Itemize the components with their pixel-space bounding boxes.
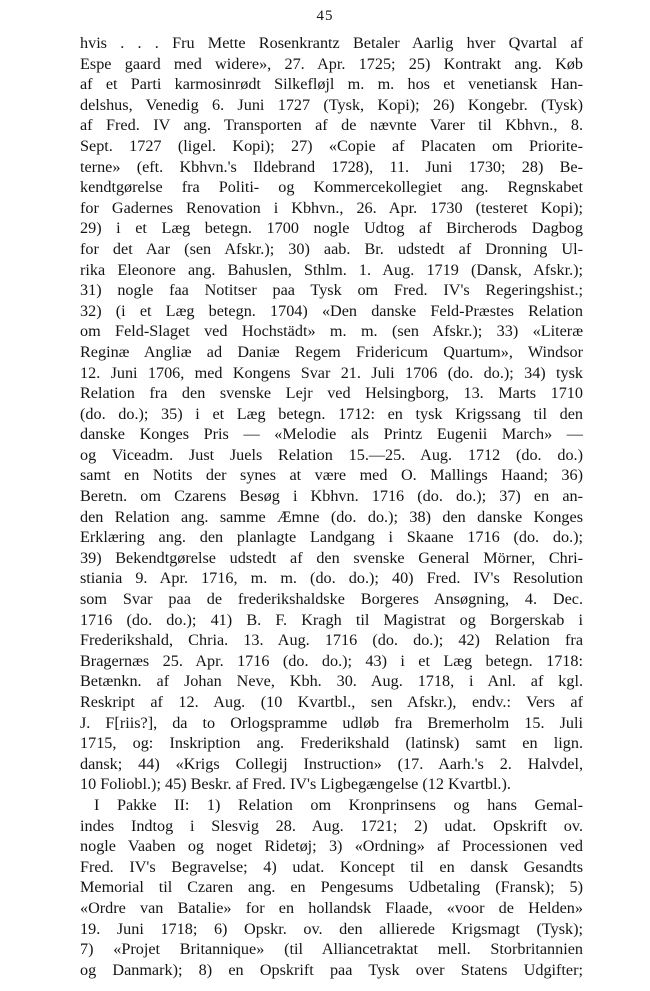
body-text (80, 33, 583, 980)
text-line: terne» (eft. Kbhvn.'s Ildebrand 1728), 11. Juni 1730; 28) Be- (80, 157, 583, 176)
text-line: hvis . . . Fru Mette Rosenkrantz Betaler Aarlig hver Qvartal af (80, 34, 583, 52)
text-line: delshus, Venedig 6. Juni 1727 (Tysk, Kopi); 26) Kongebr. (Tysk) (80, 95, 583, 114)
text-line: og Danmark); 8) en Opskrift paa Tysk over Statens Udgifter; (80, 960, 583, 979)
text-line: Espe gaard med widere», 27. Apr. 1725; 25) Kontrakt ang. Køb (80, 54, 583, 73)
text-line: nogle Vaaben og noget Ridetøj; 3) «Ordning» af Processionen ved (80, 837, 583, 856)
text-line: Beretn. om Czarens Besøg i Kbhvn. 1716 (do. do.); 37) en an- (80, 487, 583, 506)
text-line: rika Eleonore ang. Bahuslen, Sthlm. 1. Aug. 1719 (Dansk, Afskr.); (80, 260, 583, 279)
text-line: stiania 9. Apr. 1716, m. m. (do. do.); 40) Fred. IV's Resolution (80, 569, 583, 588)
text-line: om Feld-Slaget ved Hochstädt» m. m. (sen Afskr.); 33) «Literæ (80, 322, 583, 341)
text-line: Sept. 1727 (ligel. Kopi); 27) «Copie af Placaten om Priorite- (80, 136, 583, 155)
text-line: for Gadernes Renovation i Kbhvn., 26. Apr. 1730 (testeret Kopi); (80, 198, 583, 217)
text-line: J. F[riis?], da to Orlogspramme udløb fra Bremerholm 15. Juli (80, 713, 583, 732)
text-line: Frederikshald, Chria. 13. Aug. 1716 (do. do.); 42) Relation fra (80, 631, 583, 650)
text-line: 10 Foliobl.); 45) Beskr. af Fred. IV's Ligbegængelse (12 Kvartbl.). (80, 775, 511, 794)
text-line: som Svar paa de frederikshaldske Borgeres Ansøgning, 4. Dec. (80, 590, 583, 609)
text-line: 1716 (do. do.); 41) B. F. Kragh til Magistrat og Borgerskab i (80, 610, 583, 629)
text-line: af Fred. IV ang. Transporten af de nævnte Varer til Kbhvn., 8. (80, 116, 583, 135)
text-line: 32) (i et Læg betegn. 1704) «Den danske Feld-Præstes Relation (80, 301, 583, 320)
text-line: og Viceadm. Just Juels Relation 15.—25. Aug. 1712 (do. do.) (80, 445, 583, 464)
text-line: 19. Juni 1718; 6) Opskr. ov. den allierede Krigsmagt (Tysk); (80, 919, 583, 938)
text-line: «Ordre van Batalie» for en hollandsk Flaade, «voor de Helden» (80, 898, 583, 917)
text-line: 7) «Projet Britannique» (til Alliancetraktat mell. Storbritannien (80, 940, 583, 959)
text-line: Memorial til Czaren ang. en Pengesums Udbetaling (Fransk); 5) (80, 878, 583, 897)
text-line: 39) Bekendtgørelse udstedt af den svenske General Mörner, Chri- (80, 548, 583, 567)
text-line: I Pakke II: 1) Relation om Kronprinsens og hans Gemal- (94, 795, 583, 814)
text-line: Betænkn. af Johan Neve, Kbh. 30. Aug. 1718, i Anl. af kgl. (80, 672, 583, 691)
text-line: Erklæring ang. den planlagte Landgang i Skaane 1716 (do. do.); (80, 528, 583, 547)
text-line: dansk; 44) «Krigs Collegij Instruction» (17. Aarh.'s 2. Halvdel, (80, 754, 583, 773)
text-line: Relation fra den svenske Lejr ved Helsingborg, 13. Marts 1710 (80, 384, 583, 403)
text-line: samt en Notits der synes at være med O. Mallings Haand; 36) (80, 466, 583, 485)
text-line: 29) i et Læg betegn. 1700 nogle Udtog af Bircherods Dagbog (80, 219, 583, 238)
text-line: danske Konges Pris — «Melodie als Printz Eugenii March» — (80, 425, 583, 444)
text-line: Reskript af 12. Aug. (10 Kvartbl., sen Afskr.), endv.: Vers af (80, 693, 583, 711)
text-line: 31) nogle faa Notitser paa Tysk om Fred. IV's Regeringshist.; (80, 281, 583, 300)
text-line: 12. Juni 1706, med Kongens Svar 21. Juli 1706 (do. do.); 34) tysk (80, 363, 583, 382)
text-line: indes Indtog i Slesvig 28. Aug. 1721; 2) udat. Opskrift ov. (80, 816, 583, 835)
text-line: 1715, og: Inskription ang. Frederikshald (latinsk) samt en lign. (80, 734, 583, 753)
text-line: (do. do.); 35) i et Læg betegn. 1712: en tysk Krigssang til den (80, 404, 583, 423)
text-line: den Relation ang. samme Æmne (do. do.); 38) den danske Konges (80, 507, 583, 526)
text-line: kendtgørelse fra Politi- og Kommercekollegiet ang. Regnskabet (80, 178, 583, 197)
text-line: af et Parti karmosinrødt Silkefløjl m. m. hos et venetiansk Han- (80, 75, 583, 94)
page-number: 45 (316, 8, 334, 24)
text-line: Fred. IV's Begravelse; 4) udat. Koncept til en dansk Gesandts (80, 857, 583, 876)
text-line: for det Aar (sen Afskr.); 30) aab. Br. udstedt af Dronning Ul- (80, 239, 583, 258)
text-line: Reginæ Angliæ ad Daniæ Regem Fridericum Quartum», Windsor (80, 342, 583, 361)
text-line: Bragernæs 25. Apr. 1716 (do. do.); 43) i et Læg betegn. 1718: (80, 651, 583, 670)
